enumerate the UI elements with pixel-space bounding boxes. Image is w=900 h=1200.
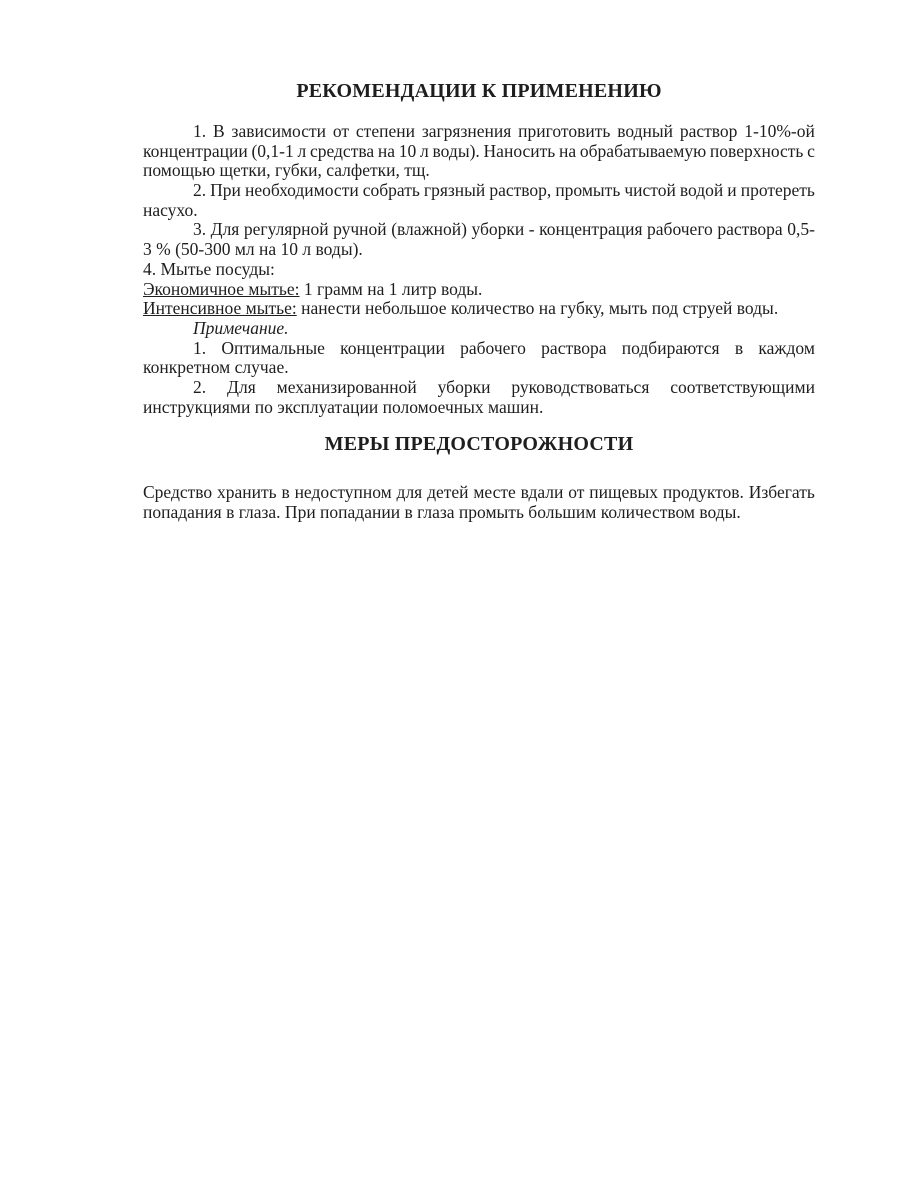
word: в: [734, 337, 744, 358]
text-line: [143, 220, 815, 240]
word: воды).: [432, 140, 480, 161]
word: собрать: [362, 180, 420, 201]
precautions-title: МЕРЫ ПРЕДОСТОРОЖНОСТИ: [324, 433, 634, 456]
text-run: 4. Мытье посуды:: [143, 258, 275, 279]
text-line: [143, 122, 815, 142]
text-line: [143, 240, 815, 260]
word: концентрация: [539, 219, 643, 240]
word: ручной: [333, 219, 387, 240]
word: 2.: [193, 180, 207, 201]
text-line: [143, 201, 815, 221]
word: 0,5-: [787, 219, 815, 240]
word: пищевых: [589, 482, 658, 503]
text-run: Примечание.: [193, 317, 289, 338]
text-run: Экономичное мытье:: [143, 278, 300, 299]
word: Для: [210, 219, 240, 240]
word: грязный: [423, 180, 486, 201]
text-run: 3 % (50-300 мл на 10 л воды).: [143, 239, 363, 260]
text-run: попадания в глаза. При попадании в глаза промыть большим количеством воды.: [143, 502, 741, 522]
text-run: конкретном случае.: [143, 357, 289, 378]
text-line: [143, 358, 815, 378]
text-run: инструкциями по эксплуатации поломоечных машин.: [143, 396, 544, 417]
word: 1-10%-ой: [744, 121, 815, 141]
word: раствора: [541, 337, 607, 358]
text-line: [143, 142, 815, 162]
word: раствор: [679, 121, 738, 141]
word: соответствующими: [670, 376, 815, 397]
word: каждом: [758, 337, 815, 358]
word: загрязнения: [421, 121, 512, 141]
word: подбираются: [621, 337, 720, 358]
word: недоступном: [294, 482, 392, 503]
word: протереть: [740, 180, 815, 201]
word: и: [727, 180, 737, 201]
text-run: нанести небольшое количество на губку, мыть под струей воды.: [296, 298, 779, 319]
word: В: [212, 121, 225, 141]
word: Избегать: [748, 482, 815, 503]
text-line: [143, 260, 815, 280]
word: руководствоваться: [511, 376, 650, 397]
word: уборки: [437, 376, 491, 397]
word: раствора: [717, 219, 783, 240]
text-run: насухо.: [143, 199, 198, 220]
word: средства: [309, 140, 375, 161]
text-line: [143, 181, 815, 201]
document-content: [143, 80, 815, 523]
word: на: [377, 140, 396, 161]
word: водой: [679, 180, 724, 201]
section-precautions: [143, 433, 815, 522]
word: в: [281, 482, 290, 503]
word: зависимости: [231, 121, 327, 141]
word: (влажной): [391, 219, 467, 240]
word: водный: [617, 121, 673, 141]
word: Оптимальные: [221, 337, 325, 358]
text-line: [143, 339, 815, 359]
word: концентрации: [340, 337, 445, 358]
text-run: Интенсивное мытье:: [143, 298, 297, 319]
word: обрабатываемую: [579, 140, 707, 161]
word: (0,1-1: [251, 140, 294, 161]
precautions-body: [143, 483, 815, 522]
text-line: [143, 398, 815, 418]
text-line: [143, 161, 815, 181]
text-run: помощью щетки, губки, салфетки, тщ.: [143, 160, 430, 181]
word: Средство: [143, 482, 213, 503]
word: 2.: [193, 376, 207, 397]
text-run: 1 грамм на 1 литр воды.: [299, 278, 483, 299]
text-line: [143, 483, 815, 503]
text-line: [143, 378, 815, 398]
word: с: [807, 140, 815, 161]
word: хранить: [217, 482, 277, 503]
word: Для: [227, 376, 256, 397]
word: -: [528, 219, 535, 240]
word: рабочего: [460, 337, 526, 358]
word: концентрации: [143, 140, 248, 161]
word: механизированной: [276, 376, 417, 397]
word: 1.: [193, 337, 207, 358]
word: поверхность: [709, 140, 804, 161]
recommendations-title: РЕКОМЕНДАЦИИ К ПРИМЕНЕНИЮ: [296, 80, 662, 102]
word: вдали: [520, 482, 564, 503]
word: 1.: [193, 121, 207, 141]
word: раствор,: [489, 180, 552, 201]
word: на: [559, 140, 577, 161]
word: от: [568, 482, 585, 503]
word: регулярной: [243, 219, 329, 240]
word: месте: [473, 482, 516, 503]
word: детей: [427, 482, 469, 503]
word: При: [210, 180, 241, 201]
word: 3.: [193, 219, 207, 240]
text-line: [143, 319, 815, 339]
word: продуктов.: [662, 482, 744, 503]
word: чистой: [624, 180, 676, 201]
word: 10: [398, 140, 417, 161]
recommendations-body: [143, 122, 815, 417]
word: л: [420, 140, 429, 161]
section-recommendations: [143, 80, 815, 417]
word: от: [332, 121, 350, 141]
word: Наносить: [483, 140, 556, 161]
text-line: [143, 299, 815, 319]
word: рабочего: [647, 219, 713, 240]
word: приготовить: [518, 121, 611, 141]
word: уборки: [471, 219, 525, 240]
word: необходимости: [244, 180, 359, 201]
word: л: [297, 140, 307, 161]
text-line: [143, 280, 815, 300]
word: степени: [355, 121, 415, 141]
word: для: [396, 482, 423, 503]
text-line: [143, 503, 815, 523]
word: промыть: [555, 180, 621, 201]
